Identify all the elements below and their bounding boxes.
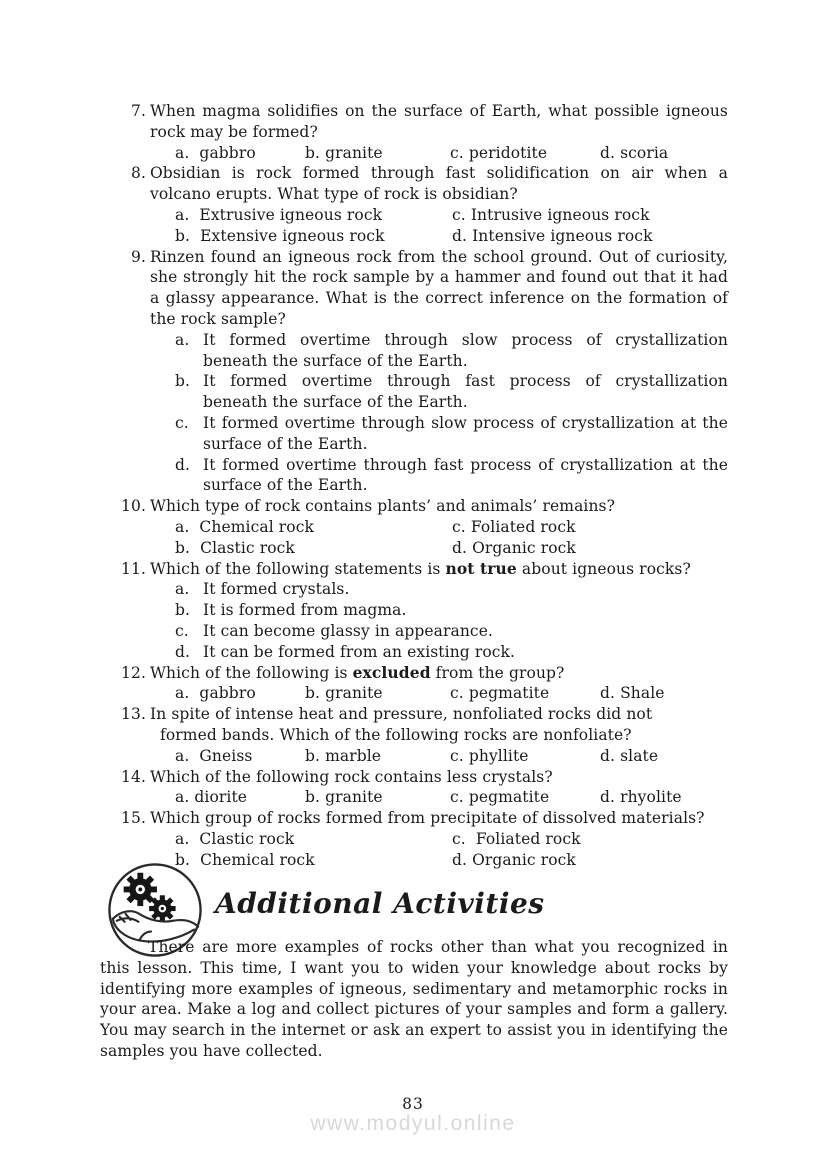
options-row xyxy=(150,787,728,808)
activities-paragraph: There are more examples of rocks other than what you recognized in this lesson. This time, I want you to widen your knowledge about rocks by identifying more examples of igneous, sedimentary and metamorphic rocks in your area. Make a log and collect pictures of your samples and form a gallery. You may search in the internet or ask an expert to assist you in identifying the samples you have collected. xyxy=(100,938,728,1060)
option-text: It formed overtime through slow process of crystallization at the surface of the Earth. xyxy=(203,413,728,453)
question-text: Obsidian is rock formed through fast solidification on air when a volcano erupts. What type of rock is obsidian? xyxy=(150,164,728,204)
watermark: www.modyul.online xyxy=(310,1112,516,1135)
question-10 xyxy=(100,496,728,558)
question-number: 10. xyxy=(121,497,146,516)
option-c: c. pegmatite xyxy=(450,684,550,703)
question-number: 8. xyxy=(131,164,146,183)
option-a: a. Chemical rock xyxy=(175,517,315,536)
question-text: Which type of rock contains plants’ and animals’ remains? xyxy=(150,497,616,516)
option-letter: d. xyxy=(175,642,191,661)
option-d: d. Intensive igneous rock xyxy=(452,226,653,245)
option-b: b. granite xyxy=(305,143,383,162)
option-a: a. gabbro xyxy=(175,143,256,162)
option-d: d. slate xyxy=(600,746,659,765)
option-text: It can become glassy in appearance. xyxy=(203,621,494,640)
option-a: a. gabbro xyxy=(175,684,256,703)
option-c: c. phyllite xyxy=(450,746,529,765)
options-stack xyxy=(150,330,728,496)
question-text-bold: excluded xyxy=(352,662,431,682)
question-11 xyxy=(100,559,728,663)
question-text-pre: Which of the following is xyxy=(150,663,353,682)
question-text-post: from the group? xyxy=(430,663,565,682)
options-row xyxy=(150,226,728,247)
option-b xyxy=(175,600,728,621)
question-text-bold: not true xyxy=(445,558,517,578)
option-c: c. Foliated rock xyxy=(452,829,581,848)
question-number: 9. xyxy=(131,247,146,266)
question-text: When magma solidifies on the surface of Earth, what possible igneous rock may be formed? xyxy=(150,102,728,141)
option-b: b. granite xyxy=(305,788,383,807)
option-a: a. Extrusive igneous rock xyxy=(175,205,383,224)
page-number: 83 xyxy=(402,1095,424,1113)
question-text: Rinzen found an igneous rock from the school ground. Out of curiosity, she strongly hit the rock sample by a hammer and found out that it had a glassy appearance. What is the correct inference on the formation of the rock sample? xyxy=(150,247,728,328)
question-text xyxy=(150,559,728,580)
option-d: d. Organic rock xyxy=(452,850,576,869)
option-d: d. scoria xyxy=(600,143,669,162)
question-number: 13. xyxy=(121,705,146,724)
option-c xyxy=(175,621,728,642)
question-text: Which of the following rock contains less crystals? xyxy=(150,767,553,786)
option-b xyxy=(175,371,728,413)
options-row xyxy=(150,538,728,559)
question-text-pre: Which of the following statements is xyxy=(150,559,446,578)
options-stack xyxy=(150,579,728,662)
question-number: 15. xyxy=(121,809,146,828)
question-number: 7. xyxy=(131,102,146,120)
section-title: Additional Activities xyxy=(215,887,545,920)
option-d: d. rhyolite xyxy=(600,788,682,807)
option-text: It formed overtime through fast process of crystallization at the surface of the Earth. xyxy=(203,455,728,495)
question-text: Which group of rocks formed from precipitate of dissolved materials? xyxy=(150,809,705,828)
option-c: c. peridotite xyxy=(450,143,548,162)
option-letter: b. xyxy=(175,372,191,391)
question-text-line1: In spite of intense heat and pressure, nonfoliated rocks did not xyxy=(150,705,653,724)
options-row xyxy=(150,829,728,850)
option-a: a. Gneiss xyxy=(175,746,253,765)
question-number: 11. xyxy=(121,559,146,578)
option-c xyxy=(175,413,728,455)
option-text: It formed crystals. xyxy=(203,580,350,599)
option-letter: d. xyxy=(175,455,191,474)
option-text: It is formed from magma. xyxy=(203,601,407,620)
option-d: d. Organic rock xyxy=(452,538,576,557)
options-row xyxy=(150,517,728,538)
option-letter: c. xyxy=(175,413,189,432)
question-14 xyxy=(100,767,728,809)
question-text-post: about igneous rocks? xyxy=(516,559,691,578)
option-a: a. Clastic rock xyxy=(175,829,295,848)
question-number: 14. xyxy=(121,767,146,786)
option-text: It can be formed from an existing rock. xyxy=(203,642,516,661)
question-number: 12. xyxy=(121,663,146,682)
option-b: b. marble xyxy=(305,746,382,765)
option-d: d. Shale xyxy=(600,684,665,703)
option-letter: a. xyxy=(175,330,190,349)
option-letter: b. xyxy=(175,601,191,620)
options-row xyxy=(150,205,728,226)
options-row xyxy=(150,746,728,767)
question-13 xyxy=(100,704,728,766)
options-row xyxy=(150,683,728,704)
question-9 xyxy=(100,247,728,497)
option-b: b. Clastic rock xyxy=(175,538,295,557)
option-text: It formed overtime through fast process of crystallization beneath the surface of the Earth. xyxy=(203,372,728,412)
question-text xyxy=(150,663,728,684)
question-7 xyxy=(100,101,728,163)
options-row xyxy=(150,143,728,164)
option-b: b. Chemical rock xyxy=(175,850,315,869)
question-text-line2: formed bands. Which of the following rocks are nonfoliate? xyxy=(160,725,632,744)
option-d xyxy=(175,455,728,497)
option-a xyxy=(175,579,728,600)
question-8 xyxy=(100,163,728,246)
option-b: b. granite xyxy=(305,684,383,703)
option-letter: c. xyxy=(175,621,189,640)
option-letter: a. xyxy=(175,580,190,599)
option-d xyxy=(175,642,728,663)
option-a xyxy=(175,330,728,372)
option-c: c. Intrusive igneous rock xyxy=(452,205,650,224)
option-b: b. Extensive igneous rock xyxy=(175,226,385,245)
option-c: c. Foliated rock xyxy=(452,517,576,536)
option-a: a. diorite xyxy=(175,788,248,807)
option-c: c. pegmatite xyxy=(450,788,550,807)
quiz-questions xyxy=(100,101,728,870)
option-text: It formed overtime through slow process of crystallization beneath the surface of the Earth. xyxy=(203,330,728,370)
question-12 xyxy=(100,663,728,705)
